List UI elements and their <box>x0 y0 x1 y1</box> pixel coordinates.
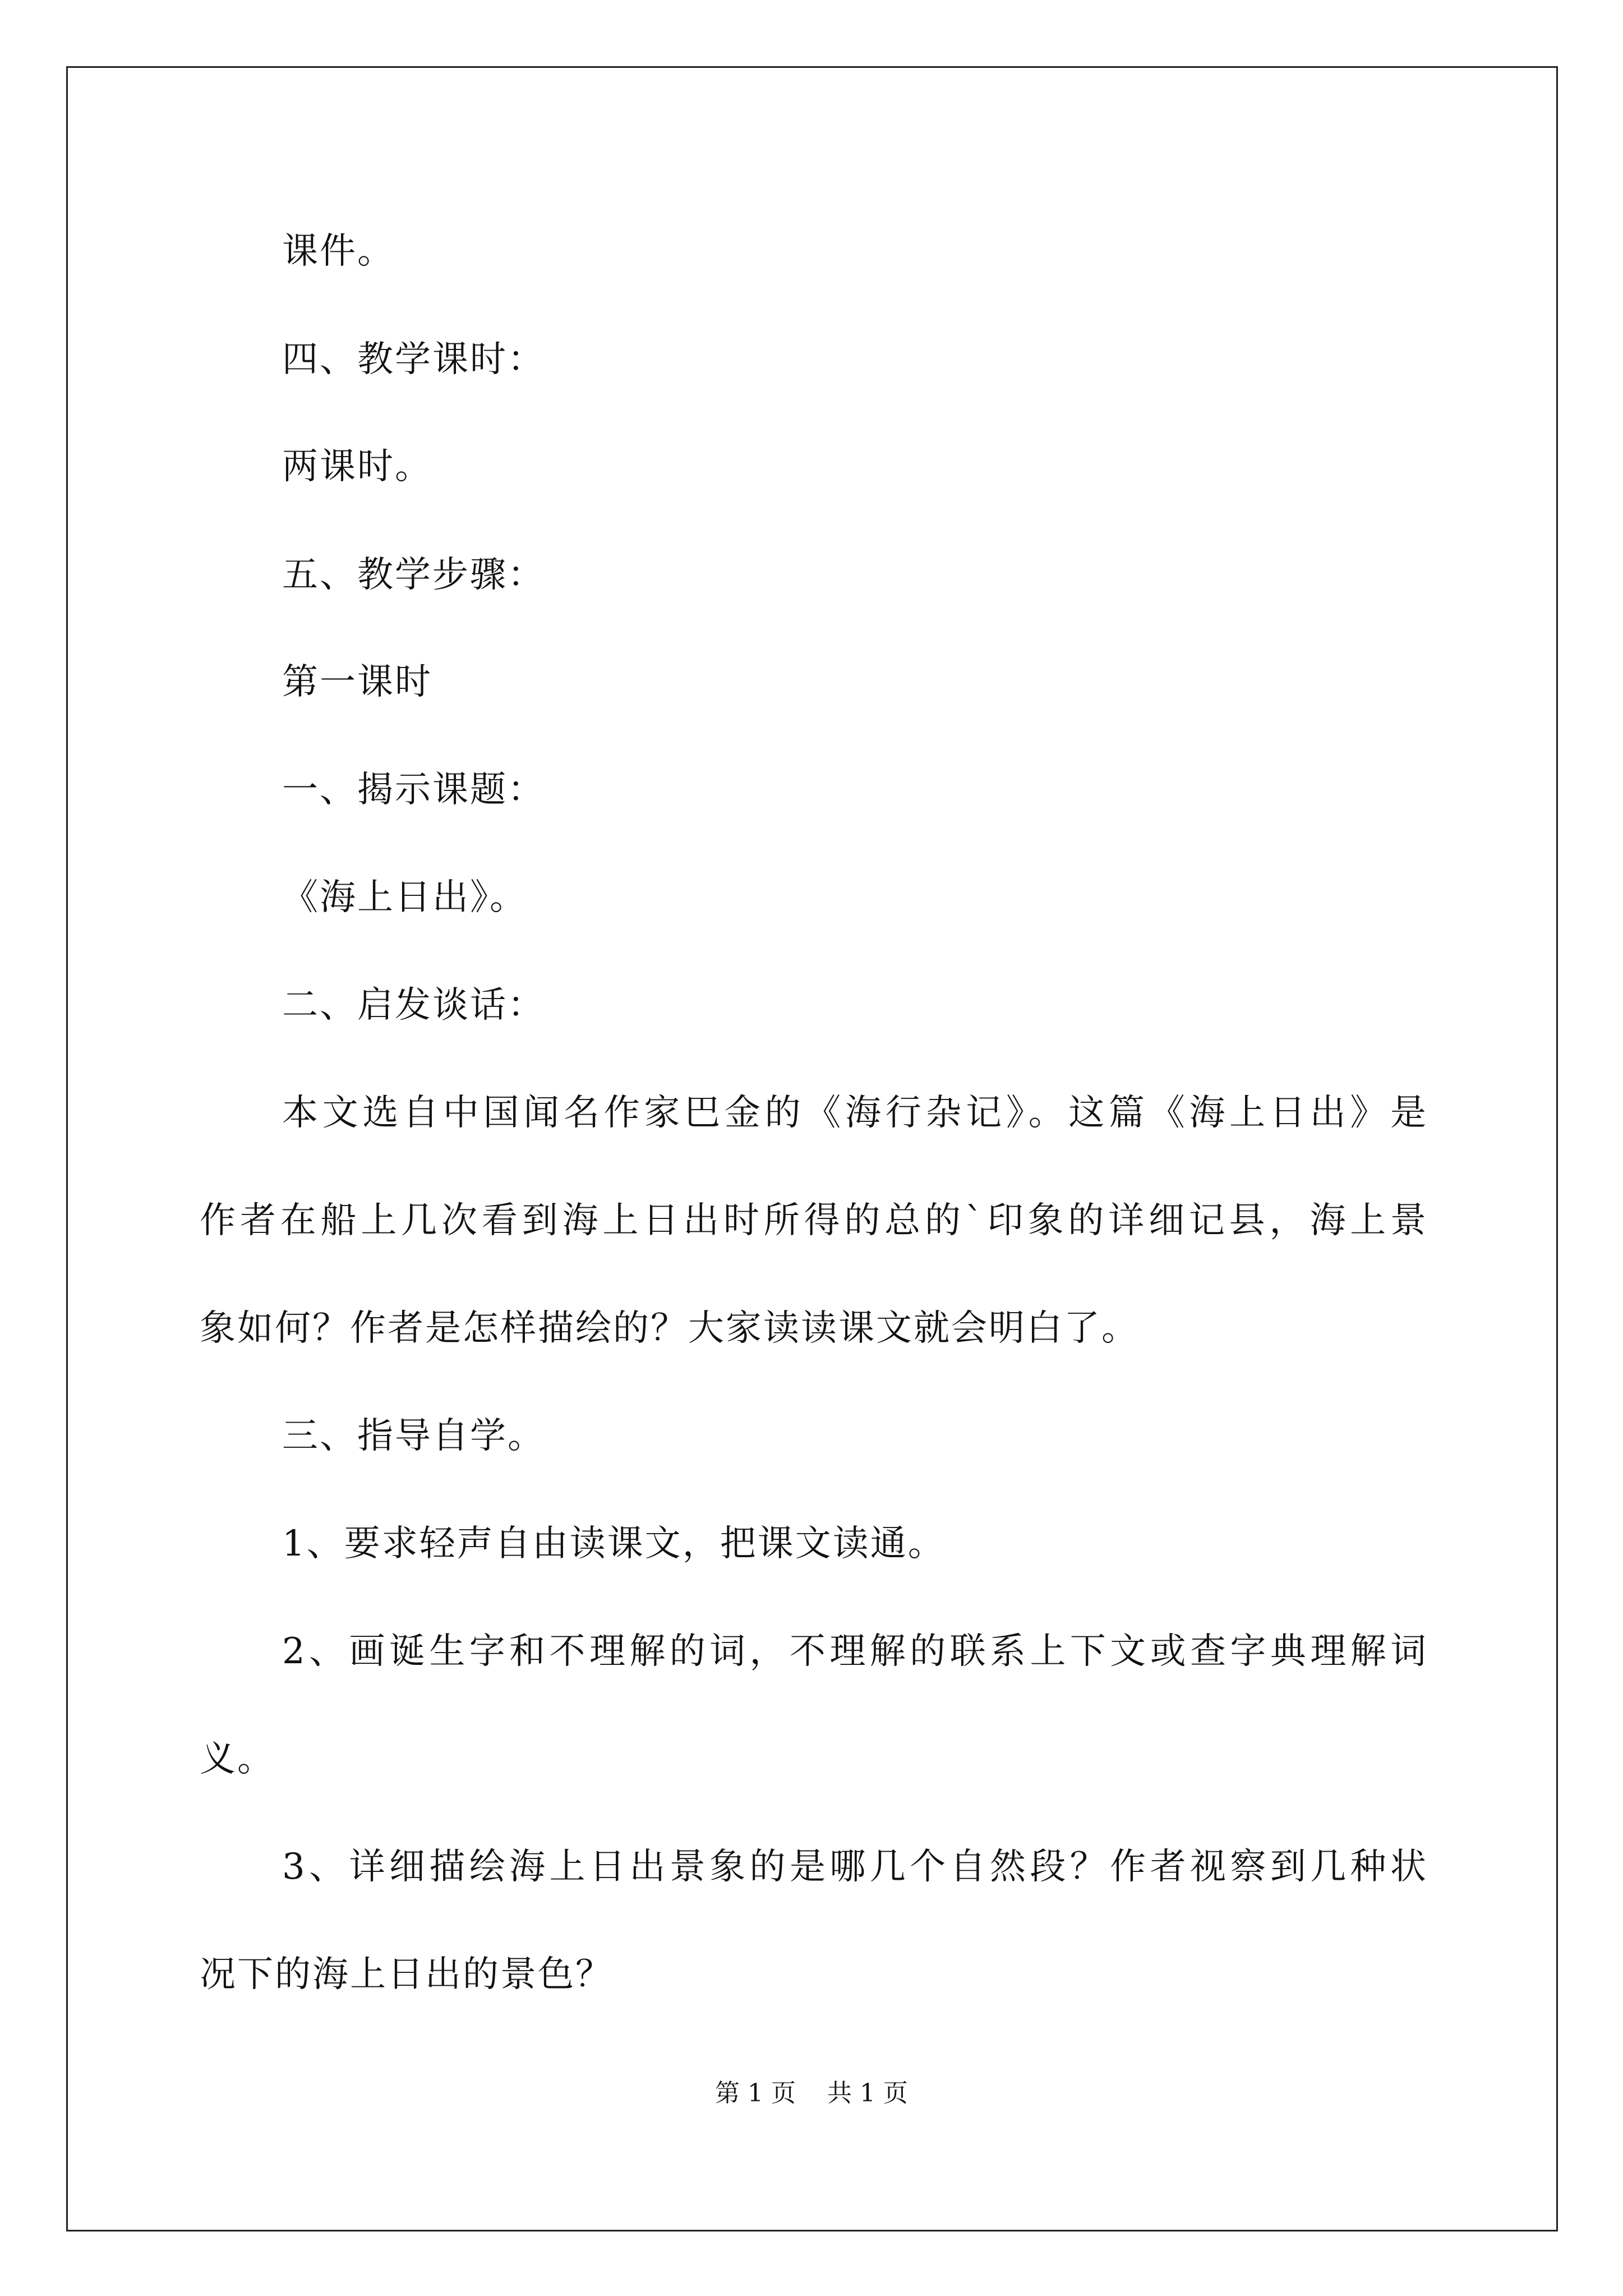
list-item: 3、详细描绘海上日出景象的是哪几个自然段？作者视察到几种状 <box>282 1846 1428 1888</box>
paragraph-line: 象如何？作者是怎样描绘的？大家读读课文就会明白了。 <box>200 1308 1139 1349</box>
list-item: 2、画诞生字和不理解的词，不理解的联系上下文或查字典理解词 <box>282 1631 1428 1672</box>
page-border <box>66 66 1558 2231</box>
text-line: 两课时。 <box>282 446 432 487</box>
section-heading: 二、启发谈话： <box>282 984 545 1026</box>
list-item: 1、要求轻声自由读课文，把课文读通。 <box>282 1523 946 1565</box>
text-line: 课件。 <box>282 231 395 272</box>
subsection-heading: 第一课时 <box>282 661 432 703</box>
section-heading: 三、指导自学。 <box>282 1415 545 1457</box>
page-number-footer: 第 1 页 共 1 页 <box>715 2079 908 2108</box>
list-item-continuation: 义。 <box>200 1738 275 1780</box>
text-line: 《海上日出》。 <box>282 877 527 918</box>
paragraph-line: 本文选自中国闻名作家巴金的《海行杂记》。这篇《海上日出》是 <box>282 1092 1428 1134</box>
section-heading: 一、揭示课题： <box>282 769 545 811</box>
list-item-continuation: 况下的海上日出的景色？ <box>200 1954 613 1995</box>
paragraph-line: 作者在船上几次看到海上日出时所得的总的`印象的详细记县，海上景 <box>200 1200 1428 1241</box>
section-heading: 四、教学课时： <box>282 339 545 380</box>
section-heading: 五、教学步骤： <box>282 554 545 596</box>
